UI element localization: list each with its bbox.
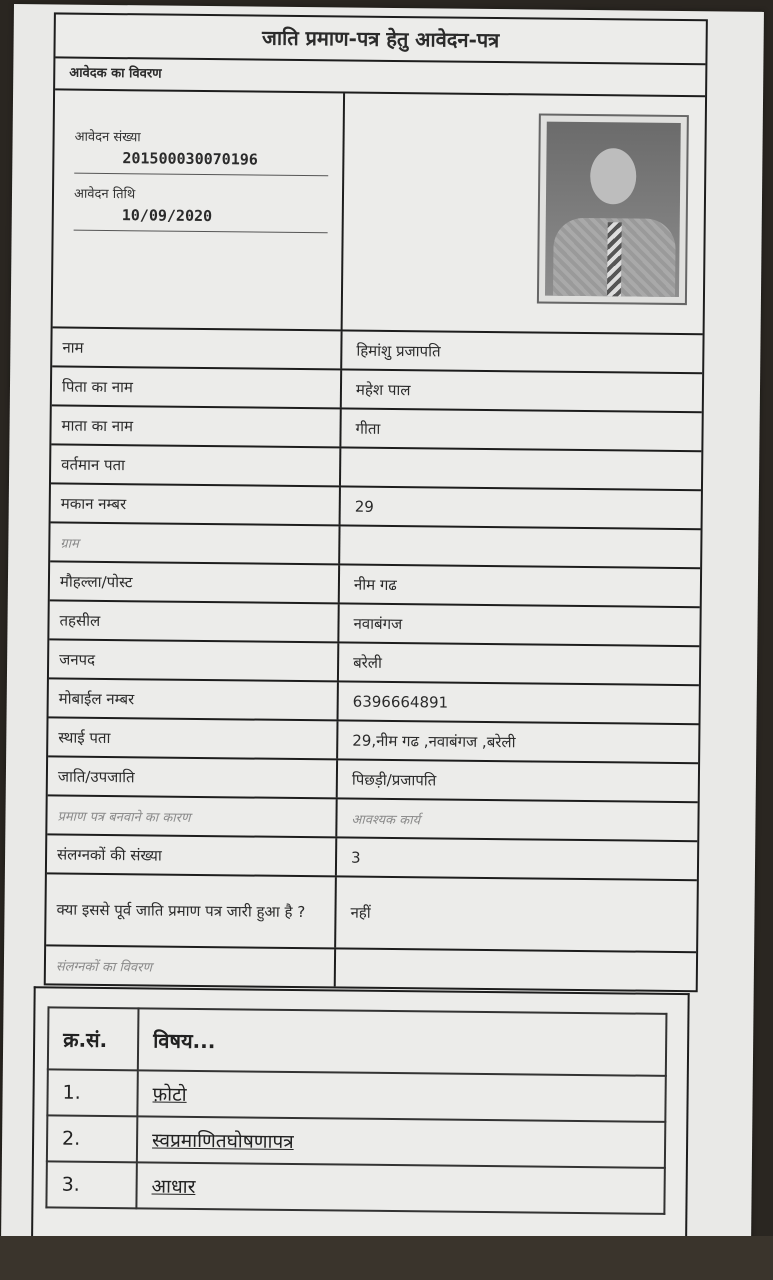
row-label: तहसील — [49, 601, 339, 641]
row-value: हिमांशु प्रजापति — [356, 341, 441, 360]
row-name — [52, 328, 702, 374]
row-label: संलग्नकों का विवरण — [46, 946, 336, 986]
row-label: जाति/उपजाति — [48, 757, 338, 797]
application-header-block — [53, 90, 705, 335]
row-permanent-address — [48, 718, 698, 764]
row-locality-post — [50, 562, 700, 608]
row-value: नीम गढ — [353, 575, 397, 594]
application-number: 201500030070196 — [74, 145, 328, 177]
row-caste — [48, 757, 698, 803]
row-house-number — [51, 484, 701, 530]
row-label: जनपद — [49, 640, 339, 680]
row-value: 6396664891 — [352, 692, 449, 712]
row-father-name — [52, 367, 702, 413]
row-label: स्थाई पता — [48, 718, 338, 758]
row-label: माता का नाम — [51, 406, 341, 446]
row-label: ग्राम — [50, 523, 340, 563]
row-value: 29,नीम गढ ,नवाबंगज ,बरेली — [352, 731, 516, 751]
row-label: मकान नम्बर — [51, 484, 341, 524]
column-serial-number: क्र.सं. — [48, 1007, 139, 1070]
row-label: नाम — [52, 328, 342, 368]
table-row — [47, 1069, 665, 1121]
row-attachment-count — [47, 835, 697, 881]
row-value: बरेली — [353, 653, 382, 672]
form-title: जाति प्रमाण-पत्र हेतु आवेदन-पत्र — [55, 14, 705, 65]
row-label: क्या इससे पूर्व जाति प्रमाण पत्र जारी हुआ है ? — [46, 874, 337, 947]
document-page — [1, 4, 764, 1248]
row-value — [336, 949, 696, 990]
photo-cell — [343, 93, 705, 333]
row-value: पिछड़ी/प्रजापति — [351, 770, 437, 789]
person-photo-icon — [537, 114, 689, 306]
table-row — [46, 1161, 664, 1213]
row-value: आवश्यक कार्य — [351, 812, 421, 828]
row-mother-name — [51, 406, 701, 452]
serial-number: 3. — [46, 1161, 136, 1208]
application-info — [53, 90, 345, 329]
table-header-row — [48, 1007, 667, 1075]
row-value: महेश पाल — [355, 380, 411, 399]
row-tehsil — [49, 601, 699, 647]
row-current-address — [51, 445, 701, 491]
row-value: 3 — [350, 848, 361, 867]
application-form — [44, 12, 708, 992]
row-value — [340, 526, 700, 567]
serial-number: 2. — [47, 1115, 137, 1162]
row-label: पिता का नाम — [52, 367, 342, 407]
application-number-label: आवेदन संख्या — [74, 129, 141, 146]
row-attachment-details — [46, 946, 696, 990]
column-subject: विषय... — [138, 1008, 667, 1076]
row-previous-certificate — [46, 874, 697, 953]
application-date: 10/09/2020 — [74, 202, 328, 234]
attachments-section — [31, 986, 690, 1245]
serial-number: 1. — [47, 1069, 137, 1116]
row-label: संलग्नकों की संख्या — [47, 835, 337, 875]
row-value: नहीं — [350, 903, 371, 922]
attachment-link[interactable]: फ़ोटो — [152, 1083, 187, 1106]
attachment-link[interactable]: आधार — [151, 1175, 196, 1198]
attachment-link[interactable]: स्वप्रमाणितघोषणापत्र — [151, 1129, 294, 1153]
row-label: वर्तमान पता — [51, 445, 341, 485]
row-mobile-number — [49, 679, 699, 725]
table-row — [47, 1115, 665, 1167]
attachments-table — [45, 1006, 667, 1214]
row-value: गीता — [355, 419, 381, 438]
background-surface — [0, 1236, 773, 1280]
row-value: 29 — [354, 497, 374, 516]
row-reason — [47, 796, 697, 842]
row-label: प्रमाण पत्र बनवाने का कारण — [47, 796, 337, 836]
row-district — [49, 640, 699, 686]
row-label: मोबाईल नम्बर — [49, 679, 339, 719]
row-value — [341, 448, 701, 489]
row-value: नवाबंगज — [353, 614, 403, 633]
row-label: मौहल्ला/पोस्ट — [50, 562, 340, 602]
section-heading: आवेदक का विवरण — [55, 58, 705, 97]
application-date-label: आवेदन तिथि — [73, 186, 136, 203]
row-village — [50, 523, 700, 569]
